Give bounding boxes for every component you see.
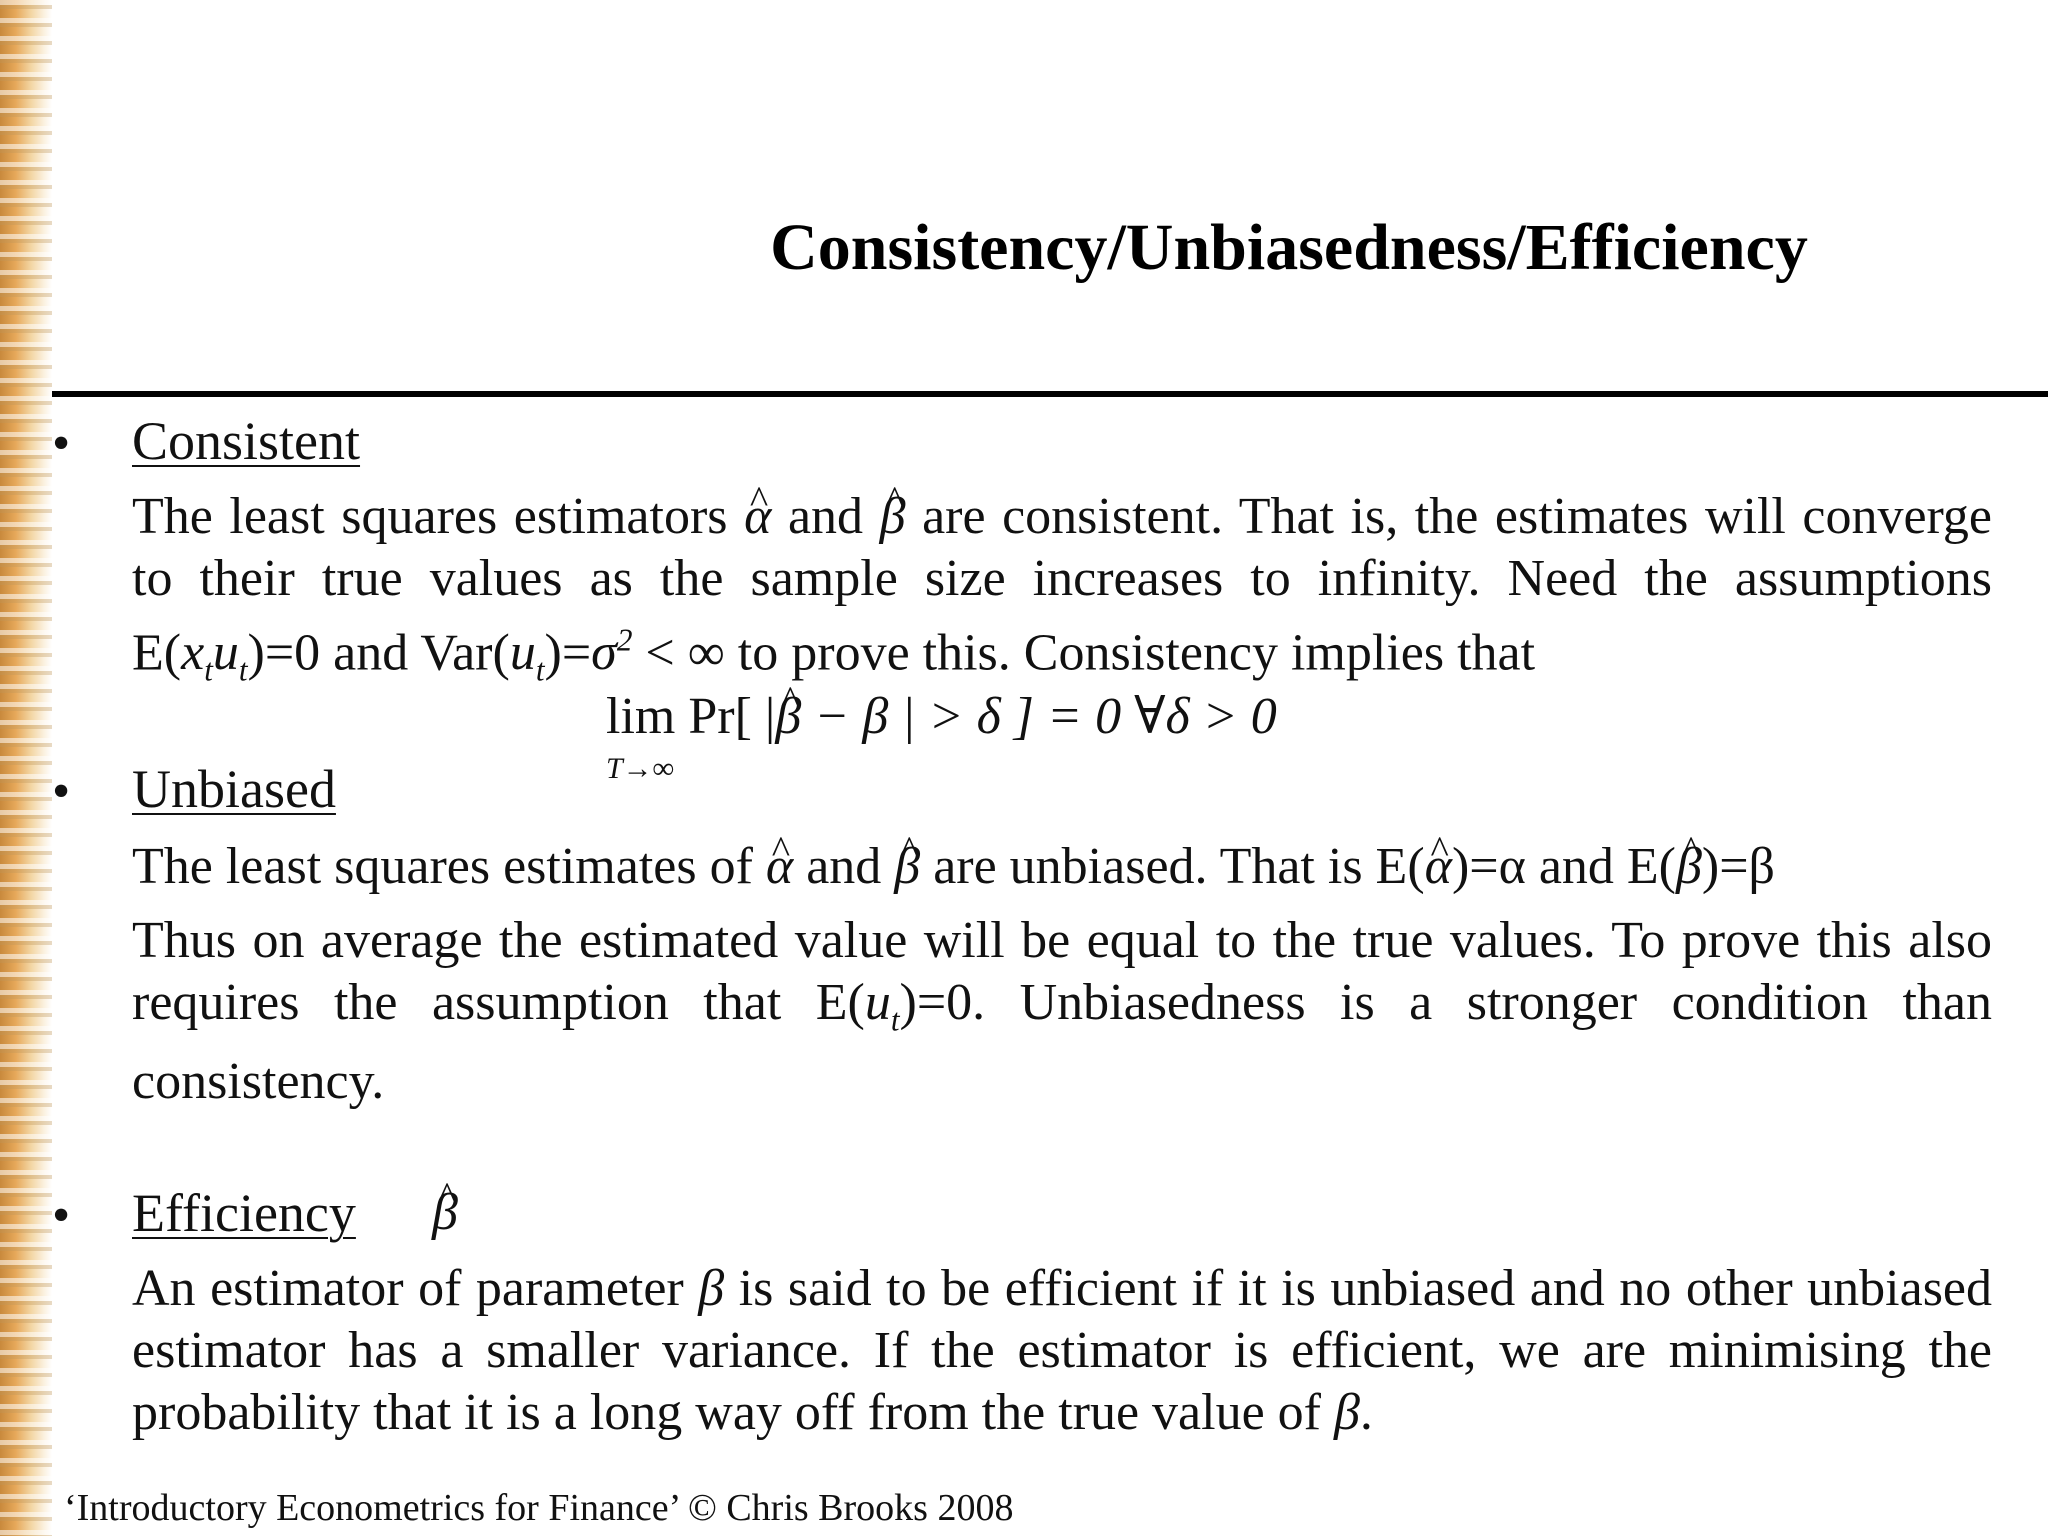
beta-symbol: β bbox=[1333, 1384, 1360, 1441]
title-divider bbox=[52, 391, 2048, 397]
formula-lim-subscript: T→∞ bbox=[606, 752, 675, 785]
bullet-icon: • bbox=[52, 763, 71, 820]
unbiased-text-1: The least squares estimates of bbox=[132, 838, 753, 895]
beta-hat-symbol: ^ β bbox=[1676, 836, 1702, 898]
unbiased-text-4: )=α and E( bbox=[1451, 838, 1676, 895]
beta-hat-symbol: ^ β bbox=[880, 486, 906, 548]
consistent-text-3: are consistent. That is, the estimates will converge to their true values as the sample size increases to infinity. Need the assumptions E( bbox=[132, 488, 1993, 682]
beta-hat-symbol: ^ β bbox=[894, 836, 920, 898]
consistent-text-1: The least squares estimators bbox=[132, 488, 728, 545]
heading-unbiased: Unbiased bbox=[132, 759, 336, 819]
alpha-hat-symbol: ^ α bbox=[744, 486, 771, 548]
formula-pr: Pr bbox=[688, 688, 735, 745]
sigma-squared: $\sigma^2$ bbox=[591, 623, 633, 682]
efficiency-paragraph bbox=[132, 1258, 1992, 1444]
consistent-text-6: < ∞ to prove this. Consistency implies that bbox=[632, 624, 1536, 682]
beta-symbol: β bbox=[698, 1260, 725, 1317]
efficiency-beta-hat bbox=[432, 1182, 458, 1244]
unbiased-text-7: )=0. Unbiasedness is a stronger condition than consistency. bbox=[132, 974, 1993, 1111]
unbiased-text-6: Thus on average the estimated value will be equal to the true values. To prove this also requires the assumption that E( bbox=[132, 912, 1992, 1031]
beta-hat-symbol: ^ β bbox=[432, 1182, 458, 1244]
ut-symbol: $u_t$ bbox=[864, 974, 900, 1038]
bullet-icon: • bbox=[52, 415, 71, 472]
slide-footer: ‘Introductory Econometrics for Finance’ © Chris Brooks 2008 bbox=[64, 1487, 1014, 1529]
consistency-formula: lim T→∞ Pr[ |^ β − β | > δ ] = 0 ∀δ > 0 bbox=[606, 686, 1277, 748]
slide-title: Consistency/Unbiasedness/Efficiency bbox=[770, 211, 1808, 284]
xt-symbol: $x_tu_t$ bbox=[181, 624, 248, 688]
consistent-text-5: )= bbox=[544, 624, 592, 682]
efficiency-period: . bbox=[1359, 1384, 1373, 1441]
alpha-hat-symbol: ^ α bbox=[1425, 836, 1452, 898]
ut-symbol: $u_t$ bbox=[509, 624, 545, 688]
efficiency-text-2: is said to be efficient if it is unbiased and no other unbiased estimator has a smaller variance. If the estimator is efficient, we are minimising the probability that it is a long way off from the true value of bbox=[132, 1260, 1993, 1441]
unbiased-paragraph bbox=[132, 910, 1992, 1113]
unbiased-text-5: )=β bbox=[1701, 838, 1775, 895]
heading-efficiency: Efficiency bbox=[132, 1183, 356, 1243]
consistent-paragraph bbox=[132, 486, 1992, 702]
formula-body: − β | > δ ] = 0 ∀δ > 0 bbox=[801, 688, 1277, 745]
formula-lim: lim bbox=[606, 688, 676, 745]
consistent-text-4: )=0 and Var( bbox=[247, 624, 510, 682]
formula-beta-hat: ^ β bbox=[775, 686, 801, 748]
unbiased-text-3: are unbiased. That is E( bbox=[933, 838, 1425, 895]
unbiased-line-1 bbox=[132, 836, 1992, 898]
unbiased-text-2: and bbox=[806, 838, 882, 895]
efficiency-text-1: An estimator of parameter bbox=[132, 1260, 684, 1317]
alpha-hat-symbol: ^ α bbox=[766, 836, 793, 898]
bullet-icon: • bbox=[52, 1187, 71, 1244]
consistent-text-2: and bbox=[787, 488, 864, 545]
heading-consistent: Consistent bbox=[132, 411, 361, 471]
